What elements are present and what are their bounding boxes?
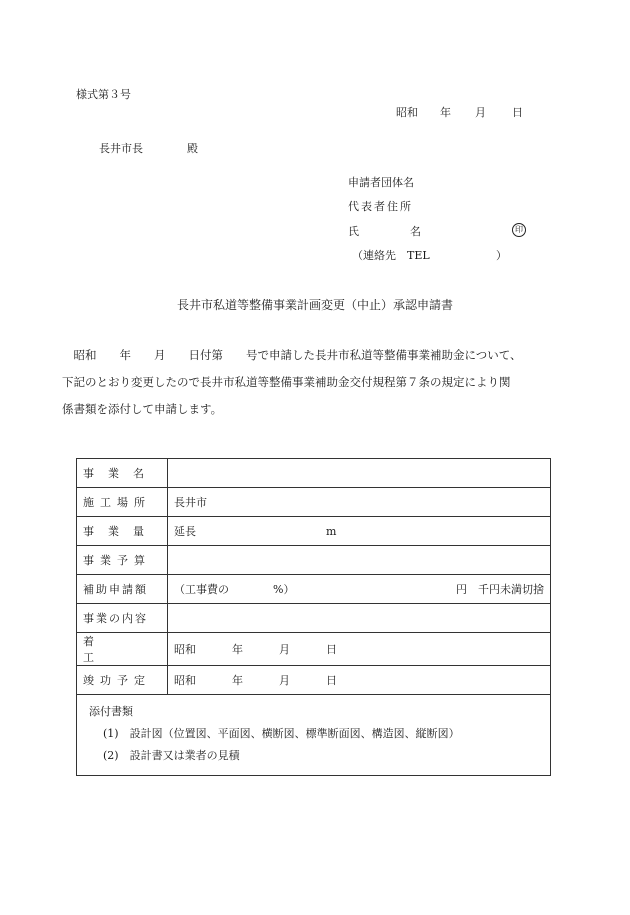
start-era: 昭和 <box>174 643 196 656</box>
table-row <box>77 517 551 546</box>
table-row <box>77 546 551 575</box>
attachment-item-2: (2) 設計書又は業者の見積 <box>103 749 240 762</box>
form-number: 様式第３号 <box>76 88 131 101</box>
completion-era: 昭和 <box>174 674 196 687</box>
body-line-3: 係書類を添付して申請します。 <box>62 402 223 416</box>
attachments-cell <box>77 695 551 776</box>
row-label-content: 事業の内容 <box>77 604 168 633</box>
application-date <box>396 104 523 120</box>
addressee <box>99 140 198 156</box>
field-subsidy-ratio: （工事費の %） <box>174 583 295 596</box>
date-month: 月 <box>475 106 486 119</box>
field-location[interactable]: 長井市 <box>168 488 551 517</box>
row-label-project-name: 事業名 <box>77 459 168 488</box>
row-label-completion: 竣功予定 <box>77 666 168 695</box>
table-row <box>77 666 551 695</box>
body-line-1: 昭和 年 月 日付第 号で申請した長井市私道等整備事業補助金について、 <box>62 348 522 362</box>
start-year: 年 <box>232 643 243 656</box>
completion-year: 年 <box>232 674 243 687</box>
field-start-date[interactable] <box>168 633 551 666</box>
applicant-address-label: 代表者住所 <box>348 200 413 213</box>
date-year: 年 <box>440 106 451 119</box>
body-line-2: 下記のとおり変更したので長井市私道等整備事業補助金交付規程第７条の規定により関 <box>62 375 511 389</box>
table-row <box>77 488 551 517</box>
table-row <box>77 604 551 633</box>
row-label-quantity: 事業量 <box>77 517 168 546</box>
addressee-name: 長井市長 <box>99 142 143 155</box>
applicant-contact: （連絡先 TEL <box>352 249 430 262</box>
table-row <box>77 459 551 488</box>
table-row <box>77 633 551 666</box>
field-project-name[interactable] <box>168 459 551 488</box>
attachment-item-1: (1) 設計図（位置図、平面図、横断図、標準断面図、構造図、縦断図） <box>103 727 460 740</box>
field-subsidy[interactable] <box>168 575 551 604</box>
completion-day: 日 <box>326 674 337 687</box>
field-subsidy-unit: 円 千円未満切捨 <box>456 583 544 596</box>
field-quantity-unit: m <box>326 525 337 538</box>
applicant-org-label: 申請者団体名 <box>348 176 414 189</box>
row-label-budget: 事業予算 <box>77 546 168 575</box>
seal-icon: 印 <box>512 223 526 237</box>
date-era: 昭和 <box>396 106 418 119</box>
row-label-start: 着工 <box>77 633 168 666</box>
applicant-name-label-1: 氏 <box>348 225 359 238</box>
field-content[interactable] <box>168 604 551 633</box>
attachments-heading: 添付書類 <box>89 705 133 718</box>
row-label-subsidy: 補助申請額 <box>77 575 168 604</box>
addressee-honorific: 殿 <box>187 142 198 155</box>
field-completion-date[interactable] <box>168 666 551 695</box>
field-budget[interactable] <box>168 546 551 575</box>
document-title: 長井市私道等整備事業計画変更（中止）承認申請書 <box>176 298 453 312</box>
field-quantity-value: 延長 <box>174 525 196 538</box>
start-day: 日 <box>326 643 337 656</box>
body-paragraph <box>62 342 562 423</box>
applicant-name-label-2: 名 <box>410 225 421 238</box>
table-row <box>77 575 551 604</box>
field-quantity[interactable] <box>168 517 551 546</box>
start-month: 月 <box>279 643 290 656</box>
table-row <box>77 695 551 776</box>
completion-month: 月 <box>279 674 290 687</box>
date-day: 日 <box>512 106 523 119</box>
applicant-contact-close: ） <box>496 249 507 262</box>
row-label-location: 施工場所 <box>77 488 168 517</box>
application-table <box>76 458 551 776</box>
